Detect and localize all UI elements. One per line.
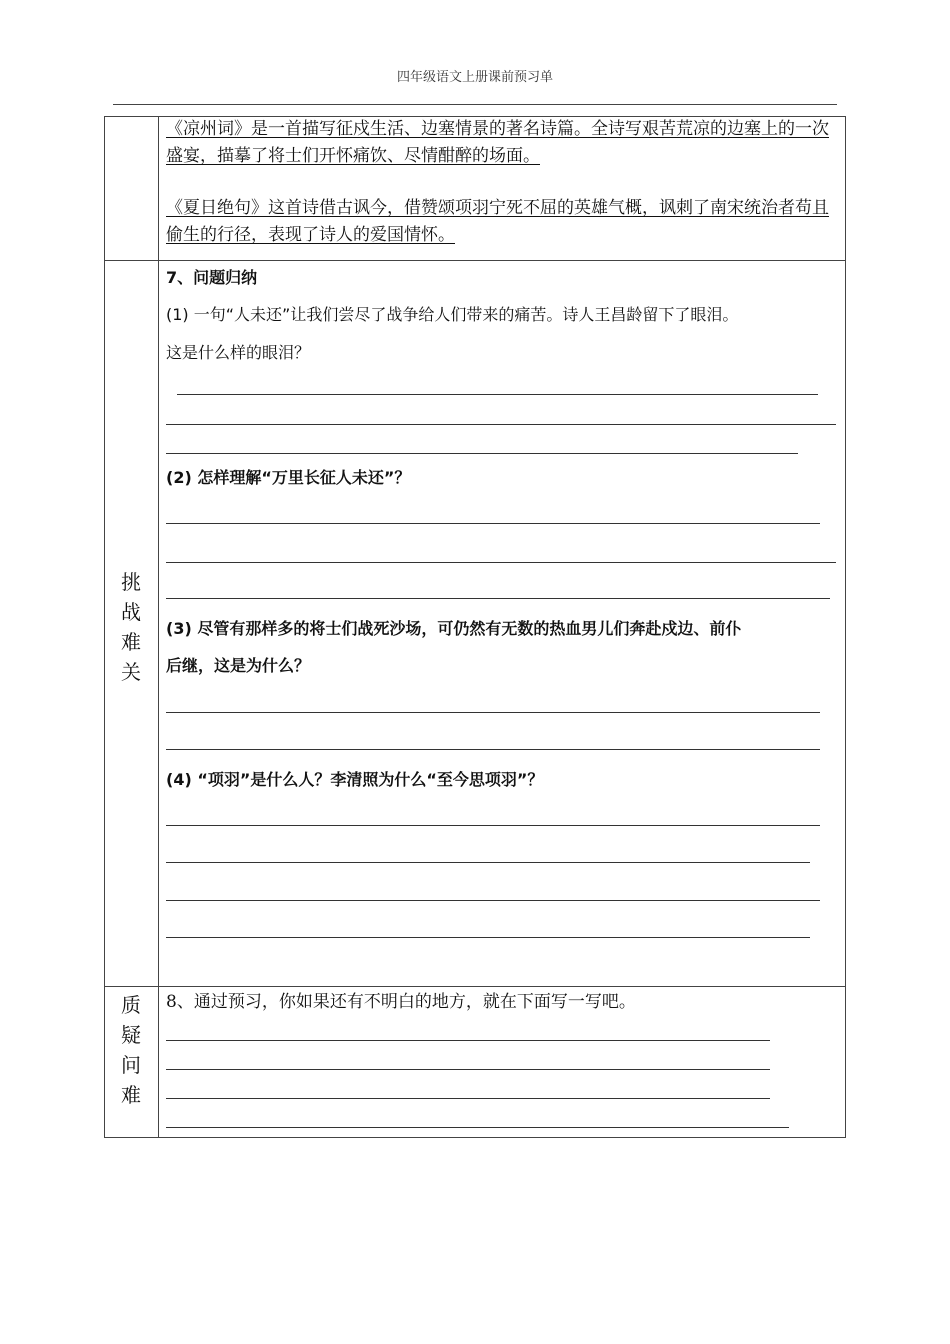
answer-line-q4-4[interactable] [166, 937, 810, 938]
table-right-border [845, 116, 846, 1137]
question-3-line-1: (3) 尽管有那样多的将士们战死沙场，可仍然有无数的热血男儿们奔赴戍边、前仆 [166, 619, 742, 638]
table-left-border [104, 116, 105, 1137]
row-divider-2 [104, 986, 846, 987]
intro-paragraph-xiarijueju: 《夏日绝句》这首诗借古讽今，借赞颂项羽宁死不屈的英雄气概，讽刺了南宋统治者苟且偷生的行径，表现了诗人的爱国情怀。 [166, 198, 829, 245]
question-2: (2) 怎样理解“万里长征人未还”？ [166, 468, 411, 487]
question-1-line-2: 这是什么样的眼泪？ [166, 343, 311, 362]
intro-section [166, 116, 842, 249]
page-header-title: 四年级语文上册课前预习单 [396, 70, 553, 85]
answer-line-q4-1[interactable] [166, 825, 820, 826]
intro-paragraph-liangzhouci: 《凉州词》是一首描写征戍生活、边塞情景的著名诗篇。全诗写艰苦荒凉的边塞上的一次盛宴，描摹了将士们开怀痛饮、尽情酣醉的场面。 [166, 119, 829, 166]
answer-line-q2-3[interactable] [166, 598, 830, 599]
challenge-label: 挑战难关 [121, 570, 141, 684]
answer-line-doubts-3[interactable] [166, 1098, 770, 1099]
answer-line-q3-2[interactable] [166, 749, 820, 750]
answer-line-q1-3[interactable] [166, 453, 798, 454]
answer-line-doubts-4[interactable] [166, 1127, 789, 1128]
answer-line-doubts-2[interactable] [166, 1069, 770, 1070]
question-4: (4) “项羽”是什么人？李清照为什么“至今思项羽”？ [166, 770, 544, 789]
answer-line-doubts-1[interactable] [166, 1040, 770, 1041]
header-divider [113, 104, 837, 105]
answer-line-q3-1[interactable] [166, 712, 820, 713]
doubts-label: 质疑问难 [121, 993, 141, 1107]
table-bottom-border [104, 1137, 846, 1138]
answer-line-q2-2[interactable] [166, 562, 836, 563]
question-1-line-1: (1) 一句“人未还”让我们尝尽了战争给人们带来的痛苦。诗人王昌龄留下了眼泪。 [166, 305, 739, 324]
column-divider [158, 116, 159, 1137]
challenge-heading: 7、问题归纳 [166, 268, 258, 287]
answer-line-q2-1[interactable] [166, 523, 820, 524]
answer-line-q1-2[interactable] [166, 424, 836, 425]
doubts-prompt: 8、通过预习，你如果还有不明白的地方，就在下面写一写吧。 [166, 992, 636, 1012]
answer-line-q4-3[interactable] [166, 900, 820, 901]
answer-line-q4-2[interactable] [166, 862, 810, 863]
answer-line-q1-1[interactable] [177, 394, 818, 395]
question-3-line-2: 后继，这是为什么？ [166, 656, 311, 675]
